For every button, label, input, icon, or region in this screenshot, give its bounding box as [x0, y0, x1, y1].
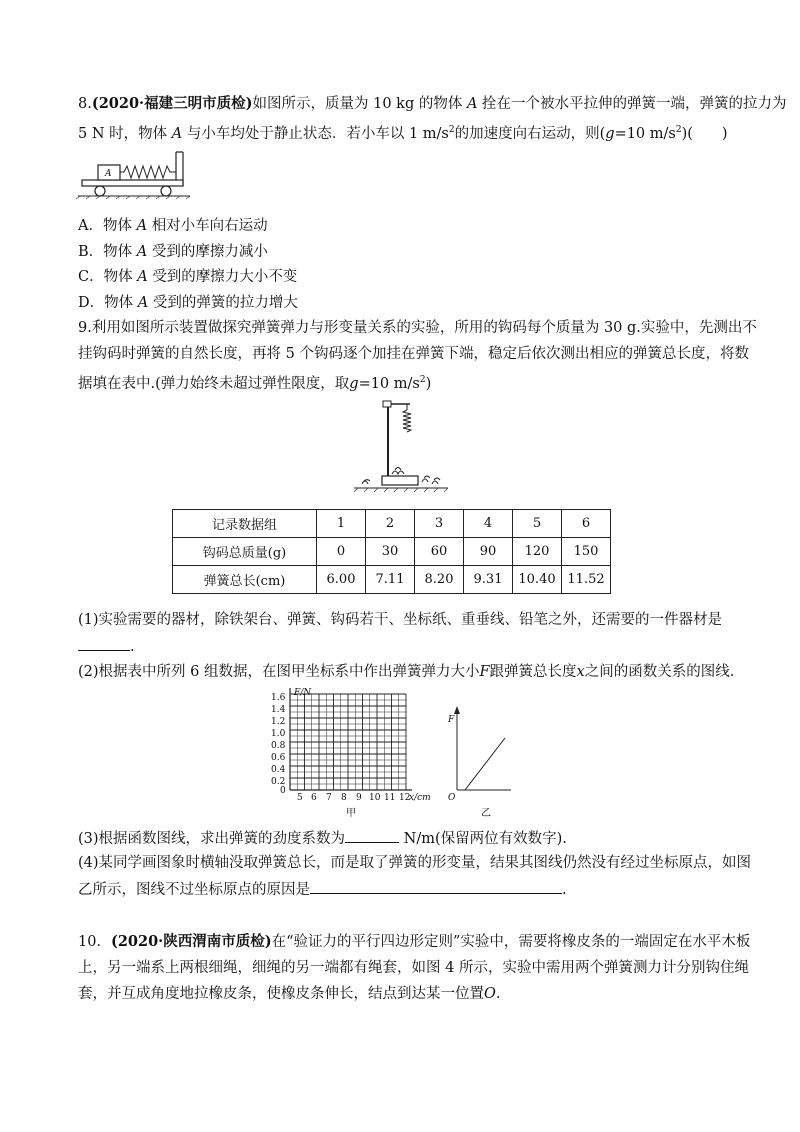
q10-line1: 10．(2020·陕西渭南市质检)在“验证力的平行四边形定则”实验中，需要将橡皮条的一端固定在水平木板 [78, 933, 751, 950]
q9-line2: 挂钩码时弹簧的自然长度，再将 5 个钩码逐个加挂在弹簧下端，稳定后依次测出相应的弹簧总长度，将数 [78, 346, 749, 362]
q8-option-b: B．物体 A 受到的摩擦力减小 [78, 244, 268, 260]
spring [403, 410, 411, 432]
y-tick-label: 1.2 [271, 717, 286, 727]
y-axis-label: F [448, 715, 455, 725]
q9-data-table [172, 509, 611, 594]
block-A-label: A [105, 169, 112, 179]
graph-jia [270, 688, 450, 823]
q8-option-d: D．物体 A 受到的弹簧的拉力增大 [78, 295, 298, 311]
spring [120, 166, 176, 178]
graph-yi [445, 708, 515, 826]
answer-blank-4[interactable] [310, 879, 562, 894]
q8-cart-figure [78, 150, 193, 198]
graph-line [465, 738, 505, 790]
wheel [95, 186, 105, 196]
q8-line1: 8.(2020·福建三明市质检)如图所示，质量为 10 kg 的物体 A 拴在一个被水平拉伸的弹簧一端，弹簧的拉力为 [78, 95, 787, 112]
q8-option-a: A．物体 A 相对小车向右运动 [78, 218, 268, 234]
q8-option-c: C．物体 A 受到的摩擦力大小不变 [78, 269, 298, 285]
x-axis-label: x/cm [409, 793, 431, 803]
q8-number: 8. [78, 96, 92, 112]
answer-blank-1[interactable] [78, 636, 130, 651]
y-tick-labels [271, 693, 286, 796]
x-tick-label: 12 [399, 793, 411, 803]
q8-source: (2020·福建三明市质检) [91, 95, 253, 112]
y-tick-label: 0.8 [271, 741, 286, 751]
q9-line1: 9.利用如图所示装置做探究弹簧弹力与形变量关系的实验，所用的钩码每个质量为 30 g.实验中，先测出不 [78, 320, 757, 336]
x-tick-labels [297, 793, 410, 803]
q9-sub4-line2: 乙所示，图线不过坐标原点的原因是 . [78, 879, 567, 900]
q10-line3: 套，并互成角度地拉橡皮条，使橡皮条伸长，结点到达某一位置O. [78, 986, 501, 1002]
table-row: 弹簧总长(cm) 6.00 7.11 8.20 9.31 10.40 11.52 [173, 566, 611, 594]
x-tick-label: 7 [326, 793, 332, 803]
table-row: 记录数据组 1 2 3 4 5 6 [173, 510, 611, 538]
q9-sub1-line1: (1)实验需要的器材，除铁架台、弹簧、钩码若干、坐标纸、重垂线、铅笔之外，还需要的一件器材是 [78, 612, 723, 628]
q10-source: (2020·陕西渭南市质检) [110, 933, 272, 950]
x-tick-label: 6 [311, 793, 317, 803]
q10-number: 10． [78, 934, 111, 950]
wheel [161, 186, 171, 196]
x-tick-label: 10 [369, 793, 381, 803]
graph-caption: 甲 [346, 808, 356, 819]
x-tick-label: 9 [356, 793, 362, 803]
y-tick-label: 0.6 [271, 753, 286, 763]
y-tick-label: 1.6 [271, 693, 286, 703]
answer-blank-3[interactable] [345, 828, 399, 843]
y-tick-label: 0.2 [271, 777, 286, 787]
x-tick-label: 5 [297, 793, 303, 803]
q10-line2: 上，另一端系上两根细绳，细绳的另一端都有绳套，如图 4 所示，实验中需用两个弹簧测力计分别钩住绳 [78, 960, 749, 976]
y-axis-label: F/N [294, 688, 312, 698]
q9-sub4-line1: (4)某同学画图象时横轴没取弹簧总长，而是取了弹簧的形变量，结果其图线仍然没有经过坐标原点，如图 [78, 855, 752, 871]
y-tick-label: 0 [280, 786, 286, 796]
q9-sub1-line2: . [78, 636, 135, 657]
y-tick-label: 1.0 [271, 729, 286, 739]
graph-caption: 乙 [481, 808, 491, 819]
x-tick-label: 8 [341, 793, 347, 803]
y-tick-label: 0.4 [271, 765, 286, 775]
q9-sub2: (2)根据表中所列 6 组数据，在图甲坐标系中作出弹簧弹力大小F跟弹簧总长度x之间的函数关系的图线. [78, 664, 735, 680]
q9-sub3: (3)根据函数图线，求出弹簧的劲度系数为 N/m(保留两位有效数字). [78, 828, 567, 849]
x-tick-label: 11 [384, 793, 396, 803]
q9-apparatus-figure [350, 398, 450, 496]
origin-label: O [448, 793, 456, 803]
y-tick-label: 1.4 [271, 705, 286, 715]
q8-line2: 5 N 时，物体 A 与小车均处于静止状态．若小车以 1 $m/s^2$的加速度向右运动，则(g=10 $m/s^2$)( ) [78, 125, 728, 142]
q9-line3: 据填在表中.(弹力始终未超过弹性限度，取g=10 $m/s^2$) [78, 375, 432, 392]
table-row: 钩码总质量(g) 0 30 60 90 120 150 [173, 538, 611, 566]
